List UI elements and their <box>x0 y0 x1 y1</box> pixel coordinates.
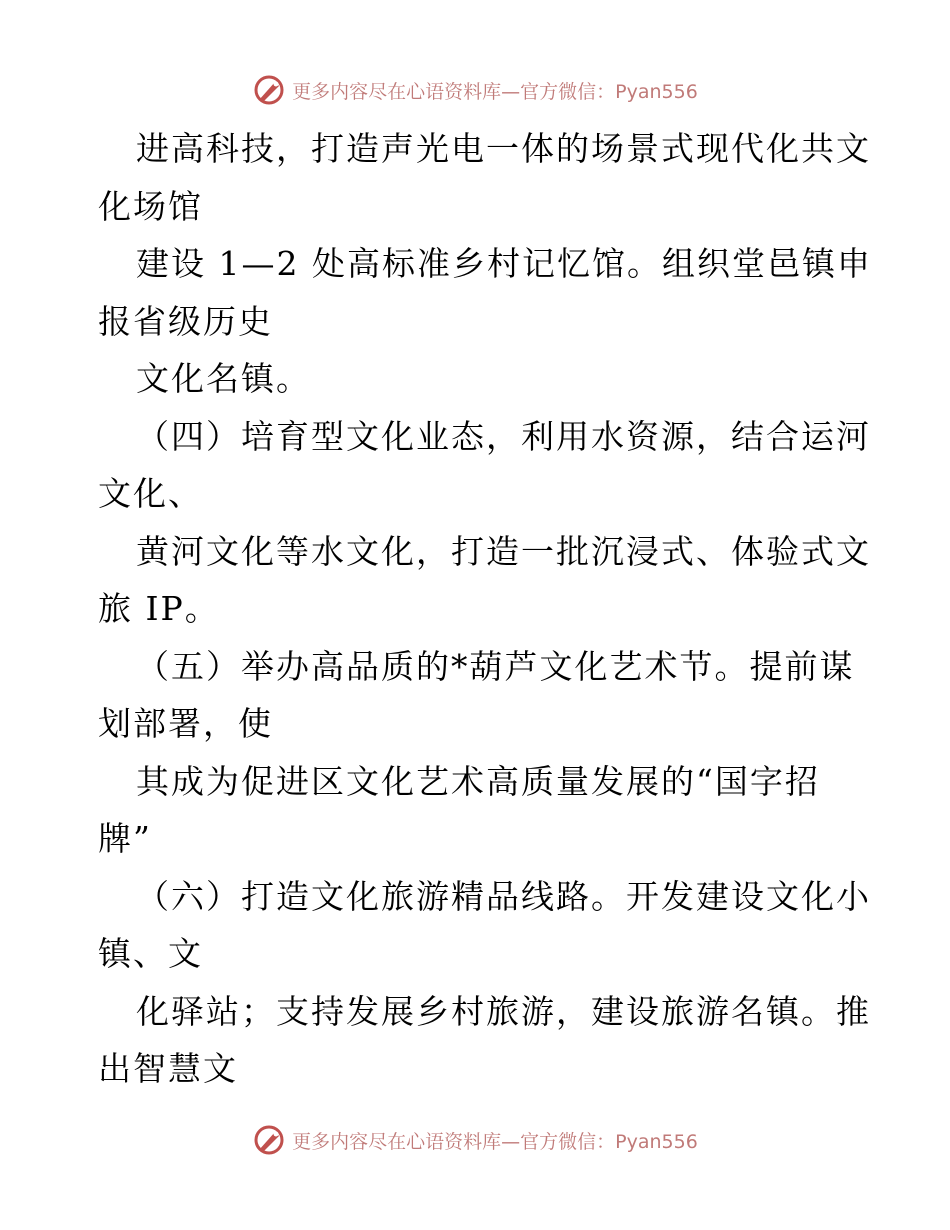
text-line: 进高科技，打造声光电一体的场景式现代化共文 <box>136 129 871 168</box>
text-line: （六）打造文化旅游精品线路。开发建设文化小 <box>136 876 871 916</box>
text-line: 划部署，使 <box>98 704 273 743</box>
text-line: 黄河文化等水文化，打造一批沉浸式、体验式文 <box>136 531 871 571</box>
text-line: 报省级历史 <box>98 301 273 341</box>
text-line: 其成为促进区文化艺术高质量发展的“国字招 <box>136 761 820 801</box>
text-line: 文化名镇。 <box>136 359 311 398</box>
document-body <box>98 120 872 1098</box>
header-watermark <box>0 70 950 110</box>
text-line: 文化、 <box>98 474 203 513</box>
text-line: 旅 IP。 <box>98 589 220 628</box>
text-line: 牌” <box>98 819 152 858</box>
text-line: 出智慧文 <box>98 1049 238 1088</box>
text-line: 化场馆 <box>98 186 203 226</box>
text-line: 建设 1—2 处高标准乡村记忆馆。组织堂邑镇申 <box>136 244 872 283</box>
footer-watermark-text: 更多内容尽在心语资料库—官方微信：Pyan556 <box>292 1130 698 1153</box>
text-line: 镇、文 <box>98 934 203 973</box>
pen-nib-circle-icon <box>252 1123 286 1157</box>
pen-nib-circle-icon <box>252 73 286 107</box>
text-line: （五）举办高品质的*葫芦文化艺术节。提前谋 <box>136 646 855 686</box>
text-line: 化驿站；支持发展乡村旅游，建设旅游名镇。推 <box>136 991 871 1031</box>
header-watermark-text: 更多内容尽在心语资料库—官方微信：Pyan556 <box>292 80 698 103</box>
footer-watermark <box>0 1120 950 1160</box>
text-line: （四）培育型文化业态，利用水资源，结合运河 <box>136 416 871 456</box>
